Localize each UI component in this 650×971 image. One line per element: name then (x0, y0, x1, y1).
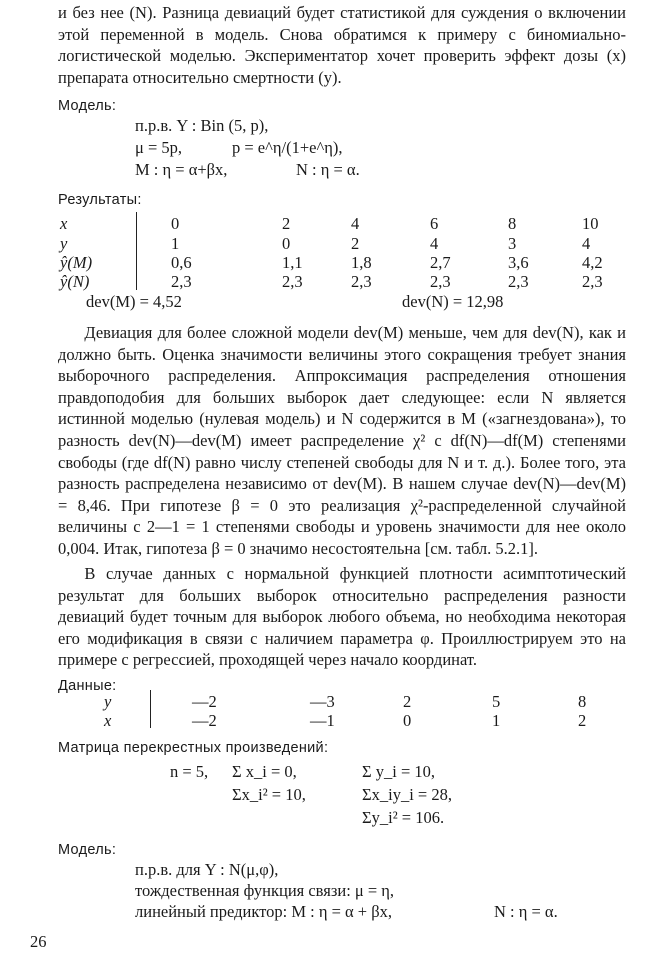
results-cell: 2,3 (351, 272, 372, 291)
results-cell: 10 (582, 214, 599, 233)
data-cell: —2 (192, 692, 217, 711)
data-cell: 8 (578, 692, 587, 711)
model2-link: тождественная функция связи: μ = η, (135, 881, 395, 900)
model-line-n: N : η = α. (296, 160, 360, 179)
paragraph-intro: и без нее (N). Разница девиаций будет статистикой для суждения о включении этой переменной в модель. Снова обратимся к примеру с биномиально-логистической моделью. Экспериментатор хочет проверить эффект дозы (x) препарата относительно смертности (y). (58, 3, 626, 87)
results-row-label: y (60, 234, 68, 253)
data-cell: 0 (403, 711, 412, 730)
results-cell: 2 (282, 214, 291, 233)
results-cell: 2,3 (171, 272, 192, 291)
cross-sum-x2: Σx_i² = 10, (232, 785, 306, 804)
results-cell: 4,2 (582, 253, 603, 272)
results-cell: 3 (508, 234, 517, 253)
cross-sum-y2: Σy_i² = 106. (362, 808, 445, 827)
paragraph-normal: В случае данных с нормальной функцией плотности асимптотический результат для больших выборок относительно распределения разности девиаций будет точным для выборок любого объема, но необходима некоторая его модификация в связи с наличием параметра φ. Проиллюстрируем это на примере с регрессией, проходящей через начало координат. (58, 564, 626, 670)
results-cell: 0,6 (171, 253, 192, 272)
results-cell: 4 (430, 234, 439, 253)
results-cell: 1 (171, 234, 180, 253)
model2-label: Модель: (58, 842, 117, 858)
data-label: Данные: (58, 678, 117, 694)
data-row-label: x (104, 711, 112, 730)
data-divider (150, 690, 151, 728)
paragraph-deviance: Девиация для более сложной модели dev(M) меньше, чем для dev(N), как и должно быть. Оценка значимости величины этого сокращения требует знания выборочного распределения. Аппроксимация распределения отношения правдоподобия для больших выборок дает следующее: если N является истинной моделью (нулевая модель) и N содержится в M («загнездована»), то разность dev(N)—dev(M) имеет распределение χ² с df(N)—df(M) степенями свободы (где df(N) равно числу степеней свободы для N и т. д.). Более того, эта разность распределена независимо от dev(M). В нашем случае dev(N)—dev(M) = 8,46. При гипотезе β = 0 это реализация χ²-распределенной случайной величины с 2—1 = 1 степенями свободы и уровень значимости для нее около 0,004. Итак, гипотеза β = 0 значимо несостоятельна [см. табл. 5.2.1]. (58, 323, 626, 558)
results-cell: 0 (282, 234, 291, 253)
model2-distribution: п.р.в. для Y : N(μ,φ), (135, 860, 279, 879)
data-cell: 1 (492, 711, 501, 730)
results-divider (136, 212, 137, 290)
cross-n: n = 5, (170, 762, 209, 781)
model2-predictor: линейный предиктор: M : η = α + βx, (135, 902, 392, 921)
data-cell: 5 (492, 692, 501, 711)
results-cell: 2,3 (430, 272, 451, 291)
dev-m-value: dev(M) = 4,52 (86, 292, 182, 311)
model-line-m: M : η = α+βx, (135, 160, 228, 179)
results-cell: 1,8 (351, 253, 372, 272)
results-row-label: x (60, 214, 68, 233)
cross-sum-x: Σ x_i = 0, (232, 762, 297, 781)
cross-products-label: Матрица перекрестных произведений: (58, 740, 329, 756)
data-cell: 2 (403, 692, 412, 711)
results-cell: 3,6 (508, 253, 529, 272)
results-cell: 2,3 (508, 272, 529, 291)
results-cell: 2,3 (582, 272, 603, 291)
results-cell: 4 (582, 234, 591, 253)
results-cell: 4 (351, 214, 360, 233)
results-cell: 2,3 (282, 272, 303, 291)
cross-sum-xy: Σx_iy_i = 28, (362, 785, 452, 804)
results-cell: 0 (171, 214, 180, 233)
results-cell: 2,7 (430, 253, 451, 272)
results-label: Результаты: (58, 192, 142, 208)
data-cell: —3 (310, 692, 335, 711)
results-row-label: ŷ(M) (60, 253, 93, 272)
model-line-p: p = e^η/(1+e^η), (232, 138, 343, 157)
results-row-label: ŷ(N) (60, 272, 90, 291)
page-number: 26 (30, 932, 47, 951)
cross-sum-y: Σ y_i = 10, (362, 762, 435, 781)
results-cell: 6 (430, 214, 439, 233)
model2-null: N : η = α. (494, 902, 558, 921)
results-cell: 8 (508, 214, 517, 233)
data-row-label: y (104, 692, 112, 711)
results-cell: 1,1 (282, 253, 303, 272)
data-cell: 2 (578, 711, 587, 730)
model-label: Модель: (58, 98, 117, 114)
dev-n-value: dev(N) = 12,98 (402, 292, 504, 311)
model-line-mu: μ = 5p, (135, 138, 183, 157)
data-cell: —1 (310, 711, 335, 730)
results-cell: 2 (351, 234, 360, 253)
model-line-distribution: п.р.в. Y : Bin (5, p), (135, 116, 269, 135)
data-cell: —2 (192, 711, 217, 730)
